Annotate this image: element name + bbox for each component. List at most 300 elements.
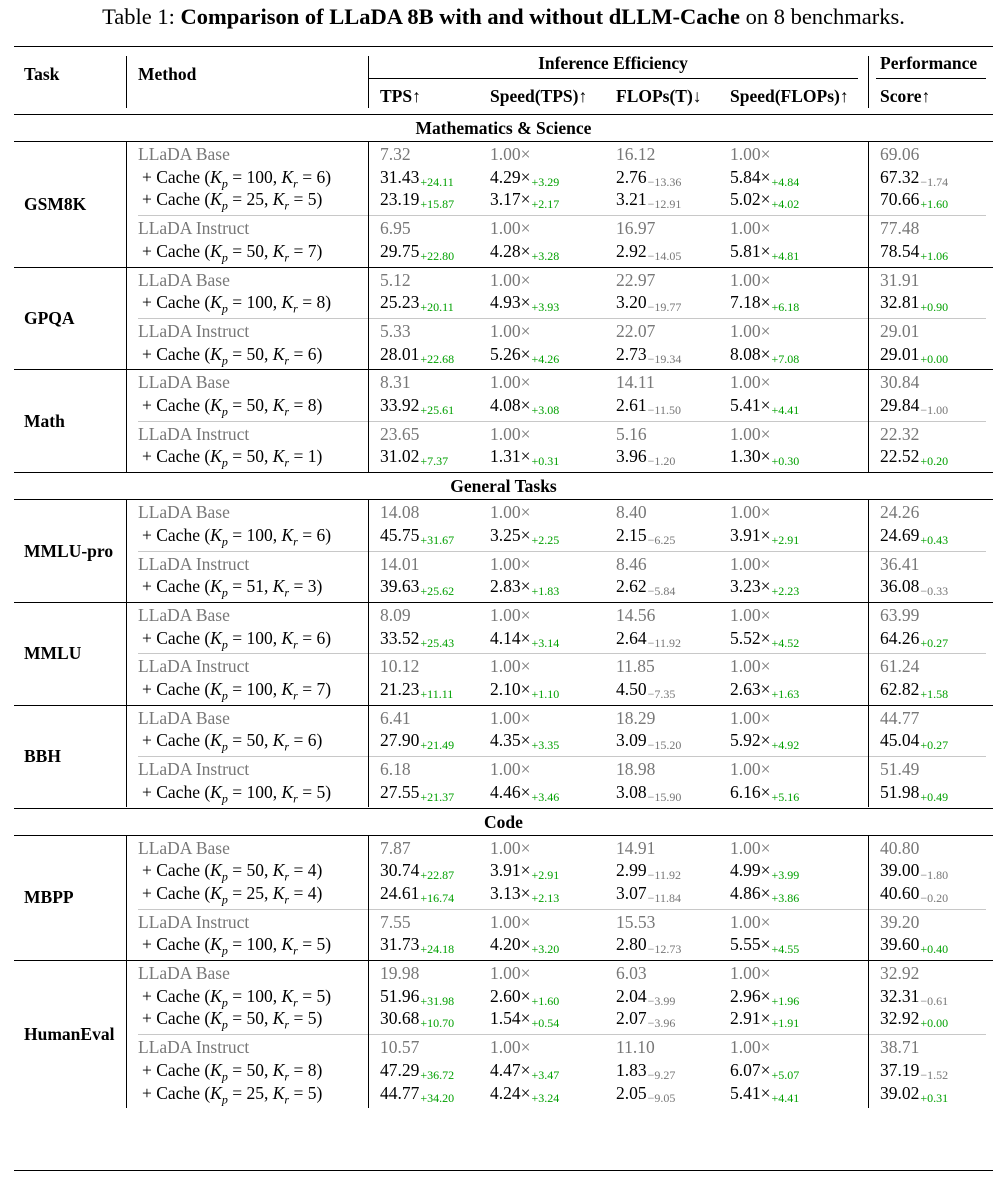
cell-delta: +4.26 [531,351,560,366]
cell-value: 4.50 [616,679,647,699]
task-name: GSM8K [24,193,87,214]
method-cache-label: + Cache ($K_p = 50$, $K_r = 8$) [142,395,323,419]
cell-delta: +11.11 [420,687,454,701]
section-rule [14,141,993,142]
method-cache-label: + Cache ($K_p = 25$, $K_r = 5$) [142,189,323,213]
base-speed-tps-cell: 1.00× [490,911,531,932]
cell-delta: +1.96 [771,993,800,1008]
cell-delta: −12.91 [647,197,682,212]
base-score-cell: 31.91 [880,269,920,290]
cache-score-cell [880,1083,948,1108]
cell-value: 3.91× [490,860,531,881]
cache-tps-cell [380,1060,454,1085]
cell-value: 5.92× [730,730,771,751]
base-speed-flops-cell: 1.00× [730,1037,771,1058]
cache-speed-flops-cell [730,1060,799,1085]
cache-flops-cell [616,730,681,755]
base-flops-cell: 11.85 [616,656,655,677]
cell-delta: −7.35 [647,687,676,701]
task-name: GPQA [24,307,75,328]
base-score-cell: 36.41 [880,553,920,574]
cache-score-cell [880,292,948,317]
cell-delta: +16.74 [420,890,455,905]
cell-value: 5.26× [490,343,531,364]
cell-value: 5.55× [730,934,771,955]
cell-value: 4.47× [490,1059,531,1080]
method-cache-label: + Cache ($K_p = 100$, $K_r = 6$) [142,627,332,652]
base-speed-flops-cell: 1.00× [730,911,771,932]
cache-flops-cell [616,628,681,653]
cell-delta: −1.80 [920,868,949,883]
method-base-label: LLaDA Base [138,372,230,393]
cell-delta: +5.16 [771,789,800,804]
method-cache-label: + Cache ($K_p = 50$, $K_r = 5$) [142,1008,323,1032]
method-cache-label: + Cache ($K_p = 100$, $K_r = 6$) [142,524,332,549]
cell-value: 3.08 [616,781,647,802]
cell-value: 2.76 [616,166,647,187]
base-speed-flops-cell: 1.00× [730,759,771,780]
cell-value: 2.99 [616,860,647,881]
header-inference-efficiency: Inference Efficiency [538,53,688,73]
base-score-cell: 22.32 [880,423,920,444]
cell-value: 2.07 [616,1008,647,1029]
column-divider-1 [368,499,369,602]
cache-score-cell [880,395,948,420]
cell-value: 1.54× [490,1008,531,1029]
cache-tps-cell [380,1083,454,1108]
cache-tps-cell [380,883,454,908]
base-flops-cell: 14.11 [616,372,655,393]
cache-tps-cell [380,241,454,266]
cell-delta: +2.25 [531,532,560,547]
base-speed-flops-cell: 1.00× [730,423,771,444]
header-col-flops: FLOPs(T)↓ [616,86,702,106]
cell-delta: +4.92 [771,738,800,753]
base-flops-cell: 18.98 [616,759,656,780]
cell-delta: +1.83 [531,584,560,599]
base-score-cell: 32.92 [880,963,920,983]
group-divider [138,756,986,757]
cell-delta: +24.18 [420,942,455,957]
cache-score-cell [880,241,948,266]
cell-value: 1.83 [616,1059,647,1080]
cell-delta: +25.62 [420,584,455,599]
header-col-tps: TPS↑ [380,86,421,106]
base-tps-cell: 10.12 [380,656,420,677]
cache-speed-flops-cell [730,344,799,369]
cell-delta: −19.34 [647,351,682,366]
cell-delta: −1.20 [647,454,676,469]
cell-delta: +3.86 [771,890,800,905]
cell-delta: +0.27 [920,635,949,650]
cache-speed-tps-cell [490,782,559,807]
cell-value: 1.31× [490,446,531,467]
cache-speed-flops-cell [730,883,799,908]
cell-delta: −9.27 [647,1067,676,1082]
base-speed-flops-cell: 1.00× [730,963,771,983]
cache-speed-tps-cell [490,189,559,214]
cache-speed-tps-cell [490,679,559,704]
base-tps-cell: 14.08 [380,502,420,523]
cache-score-cell [880,934,948,959]
cell-value: 3.91× [730,524,771,545]
cell-value: 4.24× [490,1082,531,1103]
base-tps-cell: 7.55 [380,911,411,932]
cell-delta: +7.08 [771,351,800,366]
cell-value: 4.28× [490,240,531,261]
cache-score-cell [880,525,948,550]
cell-delta: +34.20 [420,1090,455,1105]
column-divider-2 [868,369,869,472]
group-divider [138,653,986,654]
header-col-speed-tps: Speed(TPS)↑ [490,86,588,106]
base-speed-tps-cell: 1.00× [490,759,531,780]
cell-value: 4.86× [730,882,771,903]
cell-delta: −11.84 [647,890,681,905]
cell-value: 29.84 [880,395,920,415]
cell-value: 31.73 [380,934,420,955]
cell-delta: +4.52 [771,635,800,650]
cell-delta: +20.11 [420,300,454,315]
cell-delta: −1.74 [920,174,949,189]
cache-speed-flops-cell [730,934,799,959]
cache-score-cell [880,167,948,192]
cell-value: 67.32 [880,166,920,187]
header-performance: Performance [880,53,978,73]
task-name: HumanEval [24,1024,115,1045]
base-speed-tps-cell: 1.00× [490,502,531,523]
base-speed-flops-cell: 1.00× [730,218,771,239]
base-speed-tps-cell: 1.00× [490,320,531,341]
cell-delta: +6.18 [771,300,800,315]
base-tps-cell: 6.95 [380,218,411,239]
cache-score-cell [880,344,948,369]
cell-delta: +1.60 [531,993,560,1008]
cell-value: 32.31 [880,985,920,1006]
base-flops-cell: 6.03 [616,963,647,983]
section-title: Code [484,811,523,832]
column-divider-1 [368,267,369,370]
cache-flops-cell [616,189,681,214]
cell-value: 51.98 [880,781,920,802]
cache-speed-tps-cell [490,986,559,1011]
cell-value: 5.41× [730,1082,771,1103]
cell-value: 39.02 [880,1082,920,1103]
cache-tps-cell [380,730,454,755]
base-speed-flops-cell: 1.00× [730,604,771,625]
cell-delta: +3.08 [531,403,560,417]
cell-value: 39.60 [880,934,920,955]
cell-value: 27.55 [380,781,420,802]
cell-delta: +15.87 [420,197,455,212]
base-score-cell: 63.99 [880,604,920,625]
method-base-label: LLaDA Base [138,707,230,728]
column-divider-0 [126,499,127,602]
method-cache-label: + Cache ($K_p = 50$, $K_r = 4$) [142,860,323,884]
cell-value: 44.77 [380,1082,420,1103]
cell-delta: +10.70 [420,1016,455,1031]
base-speed-tps-cell: 1.00× [490,1037,531,1058]
cache-speed-tps-cell [490,1008,559,1033]
group-divider [138,909,986,910]
base-speed-tps-cell: 1.00× [490,707,531,728]
base-score-cell: 40.80 [880,837,920,858]
cache-speed-flops-cell [730,241,799,266]
bottom-rule [14,1170,993,1171]
cell-value: 8.08× [730,343,771,364]
base-speed-tps-cell: 1.00× [490,218,531,239]
cell-value: 33.92 [380,395,420,415]
cell-value: 2.15 [616,524,647,545]
cell-value: 33.52 [380,627,420,648]
cache-tps-cell [380,525,454,550]
cache-speed-flops-cell [730,1083,799,1108]
column-divider-0 [126,267,127,370]
cache-speed-tps-cell [490,883,559,908]
cell-delta: −11.92 [647,868,681,883]
cache-score-cell [880,679,948,704]
cache-speed-flops-cell [730,1008,799,1033]
method-base-label: LLaDA Base [138,269,230,290]
cell-delta: +22.80 [420,248,455,263]
cache-speed-flops-cell [730,292,799,317]
cell-value: 2.83× [490,576,531,597]
method-cache-label: + Cache ($K_p = 25$, $K_r = 4$) [142,882,323,907]
cell-delta: −0.61 [920,993,949,1008]
cache-speed-tps-cell [490,576,559,601]
cell-delta: −12.73 [647,942,682,957]
method-base-label: LLaDA Instruct [138,553,250,574]
cell-value: 39.00 [880,860,920,881]
cache-speed-flops-cell [730,986,799,1011]
method-cache-label: + Cache ($K_p = 50$, $K_r = 6$) [142,343,323,368]
cell-delta: +0.54 [531,1016,560,1031]
cache-flops-cell [616,1083,675,1108]
results-table [14,0,993,1185]
base-tps-cell: 6.41 [380,707,411,728]
cache-flops-cell [616,782,681,807]
cell-delta: −3.96 [647,1016,676,1031]
cache-flops-cell [616,1008,675,1033]
cell-value: 2.64 [616,627,647,648]
method-cache-label: + Cache ($K_p = 100$, $K_r = 5$) [142,934,332,958]
cell-delta: +2.91 [531,868,560,883]
cell-value: 78.54 [880,240,920,261]
column-divider-0 [126,602,127,705]
base-score-cell: 51.49 [880,759,920,780]
cache-speed-flops-cell [730,679,799,704]
cell-delta: +1.60 [920,197,949,212]
cell-delta: +3.14 [531,635,560,650]
cell-delta: +1.58 [920,687,949,701]
cell-delta: −1.00 [920,403,949,417]
cell-delta: +4.41 [771,1090,800,1105]
cache-speed-tps-cell [490,292,559,317]
cell-delta: −14.05 [647,248,682,263]
cell-value: 32.92 [880,1008,920,1029]
cell-value: 2.10× [490,679,531,699]
cache-flops-cell [616,241,681,266]
base-flops-cell: 15.53 [616,911,656,932]
column-divider-2 [868,267,869,370]
cache-speed-tps-cell [490,1060,559,1085]
cell-value: 31.02 [380,446,420,467]
cell-delta: +4.41 [771,403,800,417]
method-base-label: LLaDA Base [138,502,230,523]
cell-delta: −0.20 [920,890,949,905]
cache-flops-cell [616,167,681,192]
column-divider-2 [868,835,869,961]
cell-delta: +4.84 [771,174,800,189]
column-divider-0 [126,705,127,808]
base-flops-cell: 18.29 [616,707,656,728]
cell-delta: +3.47 [531,1067,560,1082]
top-rule [14,46,993,47]
caption-title: Comparison of LLaDA 8B with and without dLLM-Cache [180,4,740,29]
cache-flops-cell [616,525,675,550]
column-divider-0 [126,369,127,472]
cache-tps-cell [380,628,454,653]
cell-delta: −1.52 [920,1067,949,1082]
base-speed-tps-cell: 1.00× [490,553,531,574]
section-rule [14,835,993,836]
cell-delta: +25.61 [420,403,455,417]
cell-value: 40.60 [880,882,920,903]
cell-delta: +36.72 [420,1067,455,1082]
cell-delta: +4.81 [771,248,800,263]
column-divider-1 [368,835,369,961]
cache-speed-flops-cell [730,167,799,192]
task-rule [14,705,993,706]
cell-delta: −13.36 [647,174,682,189]
base-speed-tps-cell: 1.00× [490,837,531,858]
task-rule [14,369,993,370]
base-speed-tps-cell: 1.00× [490,963,531,983]
cell-delta: +4.02 [771,197,800,212]
method-base-label: LLaDA Instruct [138,656,250,677]
base-tps-cell: 23.65 [380,423,420,444]
cell-delta: +0.49 [920,789,949,804]
cell-delta: +0.00 [920,1016,949,1031]
cell-value: 3.17× [490,189,531,210]
cache-flops-cell [616,292,681,317]
cell-delta: +2.91 [771,532,800,547]
cell-delta: +0.27 [920,738,949,753]
method-base-label: LLaDA Instruct [138,423,250,444]
cell-value: 5.02× [730,189,771,210]
cell-value: 29.01 [880,343,920,364]
base-tps-cell: 7.87 [380,837,411,858]
cache-flops-cell [616,1060,675,1085]
column-divider-1 [368,960,369,1108]
cell-value: 3.21 [616,189,647,210]
base-tps-cell: 14.01 [380,553,420,574]
cell-value: 3.09 [616,730,647,751]
cache-speed-flops-cell [730,576,799,601]
cell-value: 45.04 [880,730,920,751]
task-rule [14,960,993,961]
base-score-cell: 38.71 [880,1037,920,1058]
cache-flops-cell [616,679,675,704]
section-end-rule [14,472,993,473]
base-flops-cell: 14.56 [616,604,656,625]
cache-speed-tps-cell [490,395,559,420]
cache-speed-flops-cell [730,189,799,214]
base-flops-cell: 11.10 [616,1037,655,1058]
task-name: Math [24,410,65,431]
base-tps-cell: 5.33 [380,320,411,341]
cell-delta: +21.37 [420,789,455,804]
cell-value: 24.69 [880,524,920,545]
cell-value: 30.74 [380,860,420,881]
method-cache-label: + Cache ($K_p = 100$, $K_r = 5$) [142,781,332,806]
cell-value: 3.07 [616,882,647,903]
cache-flops-cell [616,860,681,885]
cell-delta: +3.93 [531,300,560,315]
cell-value: 22.52 [880,446,920,467]
cell-value: 2.92 [616,240,647,261]
method-cache-label: + Cache ($K_p = 51$, $K_r = 3$) [142,576,323,600]
cell-value: 1.30× [730,446,771,467]
cell-value: 3.25× [490,524,531,545]
cache-speed-flops-cell [730,782,799,807]
cache-score-cell [880,1060,948,1085]
cell-delta: +25.43 [420,635,455,650]
performance-cmidrule [876,78,986,79]
cell-value: 3.13× [490,882,531,903]
cell-value: 2.61 [616,395,647,415]
base-tps-cell: 19.98 [380,963,420,983]
cell-value: 45.75 [380,524,420,545]
cell-value: 28.01 [380,343,420,364]
task-rule [14,602,993,603]
base-score-cell: 29.01 [880,320,920,341]
base-speed-flops-cell: 1.00× [730,320,771,341]
header-divider-task [126,56,127,108]
cell-value: 5.84× [730,166,771,187]
cache-flops-cell [616,934,681,959]
cell-delta: −15.20 [647,738,682,753]
cache-tps-cell [380,576,454,601]
cache-score-cell [880,730,948,755]
cache-speed-tps-cell [490,344,559,369]
cell-delta: +1.63 [771,687,800,701]
base-tps-cell: 5.12 [380,269,411,290]
cell-value: 2.96× [730,985,771,1006]
group-divider [138,1034,986,1035]
base-speed-flops-cell: 1.00× [730,553,771,574]
cell-delta: −11.92 [647,635,681,650]
column-divider-1 [368,141,369,267]
cell-value: 47.29 [380,1059,420,1080]
cache-speed-flops-cell [730,860,799,885]
base-score-cell: 24.26 [880,502,920,523]
cell-value: 25.23 [380,292,420,313]
cell-delta: −11.50 [647,403,681,417]
cell-value: 2.73 [616,343,647,364]
method-cache-label: + Cache ($K_p = 100$, $K_r = 7$) [142,679,332,703]
column-divider-1 [368,705,369,808]
cell-delta: +31.67 [420,532,455,547]
cell-delta: −6.25 [647,532,676,547]
base-tps-cell: 10.57 [380,1037,420,1058]
cache-tps-cell [380,934,454,959]
cell-value: 29.75 [380,240,420,261]
cell-value: 24.61 [380,882,420,903]
cell-delta: +7.37 [420,454,449,469]
cell-delta: +0.31 [531,454,560,469]
efficiency-cmidrule [368,78,858,79]
